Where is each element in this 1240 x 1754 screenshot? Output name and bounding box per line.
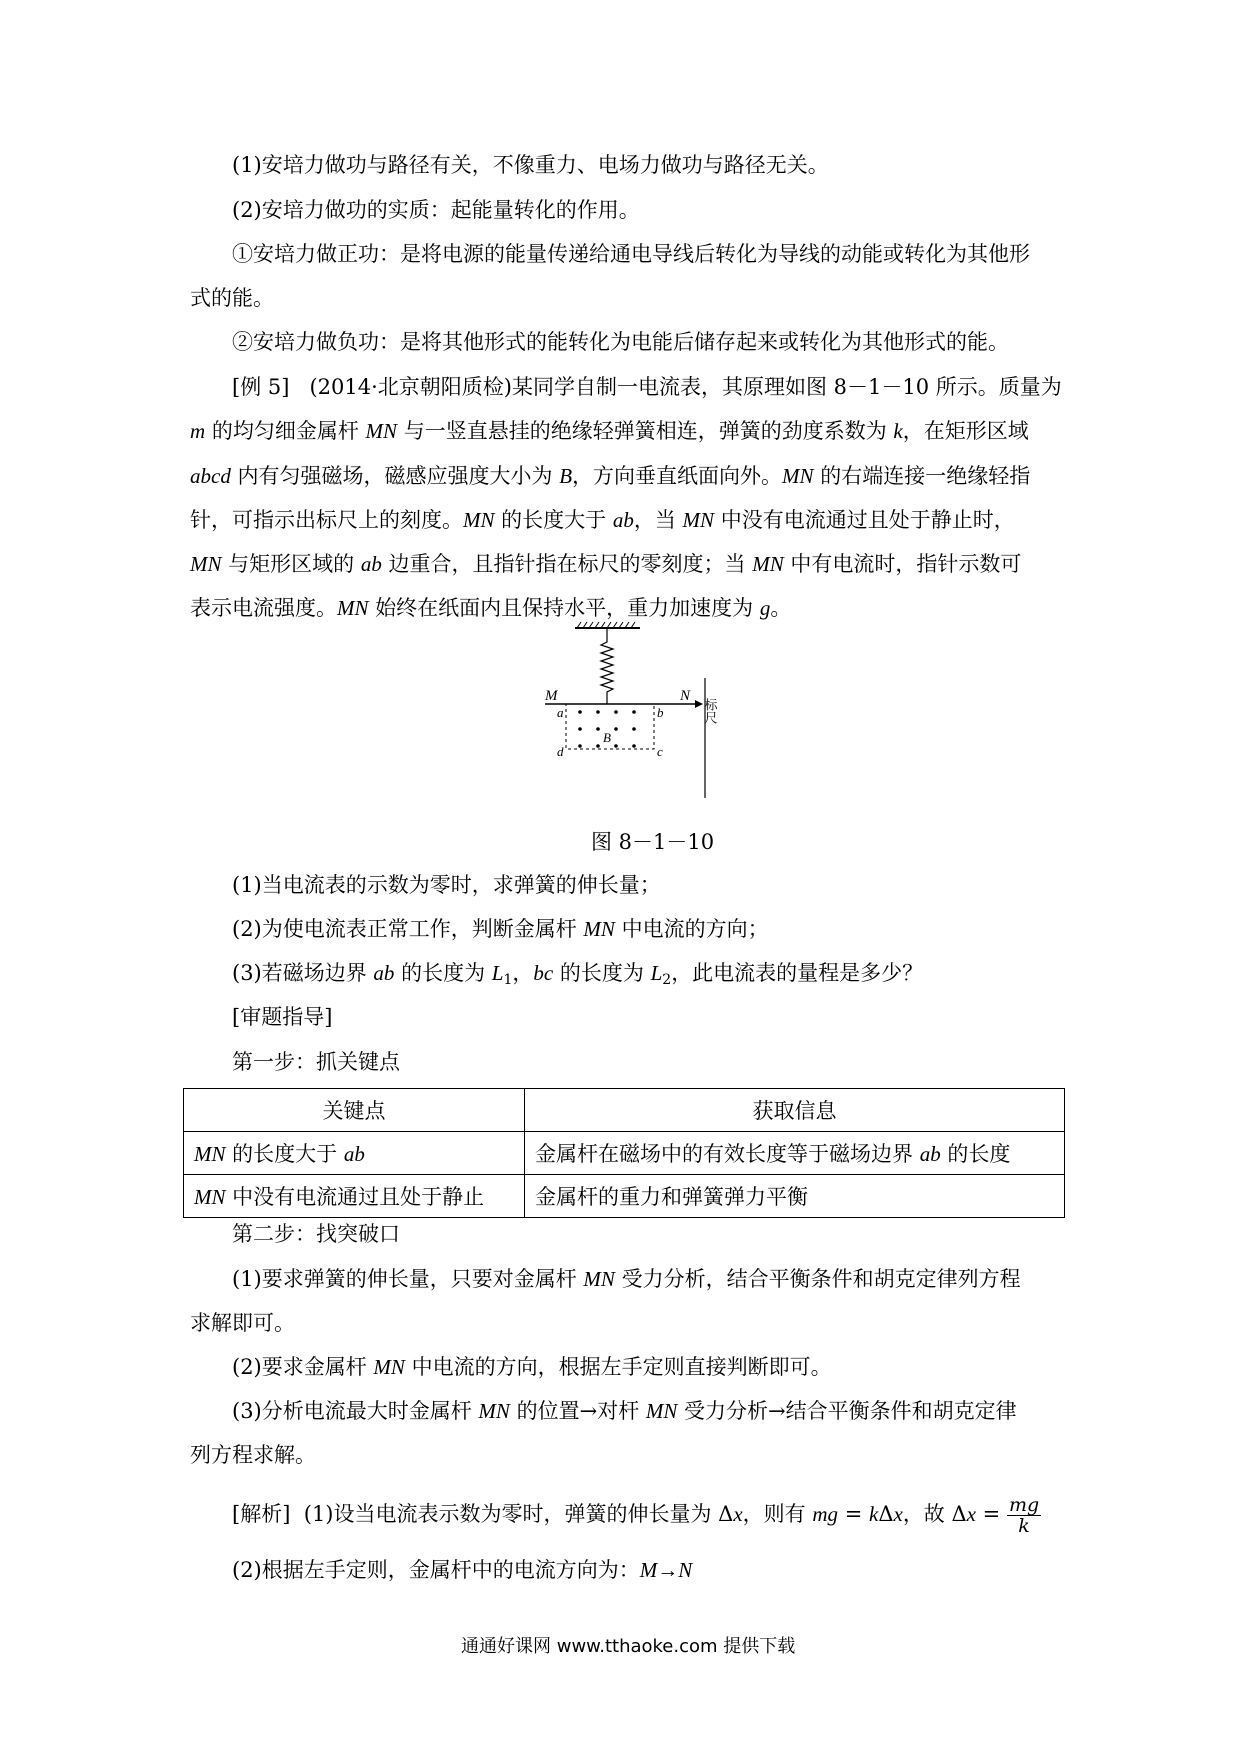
text-span: ，在矩形区域 bbox=[902, 419, 1029, 443]
var-mn: MN bbox=[645, 1399, 678, 1423]
text-span: 中电流的方向，根据左手定则直接判断即可。 bbox=[404, 1355, 832, 1379]
var-mn: MN bbox=[682, 508, 715, 532]
table-row bbox=[184, 1132, 1065, 1175]
example-line-2 bbox=[190, 418, 1029, 444]
text-span: 受力分析→结合平衡条件和胡克定律 bbox=[677, 1399, 1017, 1423]
page-footer: 通通好课网 www.tthaoke.com 提供下载 bbox=[461, 1636, 796, 1657]
text-span: = bbox=[838, 1502, 869, 1526]
step-text bbox=[232, 1398, 1017, 1424]
example-line-3 bbox=[190, 463, 1030, 489]
text-span: 的位置→对杆 bbox=[509, 1399, 646, 1423]
text-span: = bbox=[975, 1502, 1007, 1526]
text-span: Δ bbox=[878, 1502, 894, 1526]
var-m: m bbox=[190, 419, 206, 443]
text-span: 的长度大于 bbox=[494, 508, 613, 532]
var-mn: MN bbox=[583, 1267, 615, 1291]
var-mg: mg bbox=[812, 1502, 839, 1526]
label-b: b bbox=[657, 705, 664, 720]
table-header-cell: 获取信息 bbox=[525, 1089, 1065, 1132]
text-span: 受力分析，结合平衡条件和胡克定律列方程 bbox=[614, 1267, 1021, 1291]
label-d: d bbox=[557, 744, 564, 759]
label-field-b: B bbox=[603, 730, 611, 745]
table-cell bbox=[525, 1132, 1065, 1175]
text-span: 与一竖直悬挂的绝缘轻弹簧相连，弹簧的劲度系数为 bbox=[397, 419, 894, 443]
step-text: 列方程求解。 bbox=[190, 1443, 316, 1467]
var-k: k bbox=[868, 1502, 879, 1526]
var-mn: MN bbox=[373, 1355, 405, 1379]
text-span: ，故 Δ bbox=[902, 1502, 967, 1526]
ammeter-diagram bbox=[535, 620, 765, 805]
var-mn: MN bbox=[463, 508, 495, 532]
var-ab: ab bbox=[919, 1142, 941, 1166]
text-span: (3)分析电流最大时金属杆 bbox=[232, 1399, 479, 1423]
solution-line-1 bbox=[232, 1490, 1041, 1538]
step-text: 求解即可。 bbox=[190, 1311, 295, 1335]
text-span: (1)设当电流表示数为零时，弹簧的伸长量为 Δ bbox=[303, 1502, 734, 1526]
table-cell bbox=[184, 1175, 525, 1218]
figure-caption: 图 8－1－10 bbox=[591, 830, 715, 854]
label-m: M bbox=[545, 688, 558, 704]
text-span: ，则有 bbox=[742, 1502, 813, 1526]
example-line-6 bbox=[190, 595, 791, 621]
text-span: 。 bbox=[770, 596, 792, 620]
text-span: 的右端连接一绝缘轻指 bbox=[813, 464, 1031, 488]
var-direction: M→N bbox=[639, 1558, 693, 1582]
text-line: (1)安培力做功与路径有关，不像重力、电场力做功与路径无关。 bbox=[232, 153, 829, 177]
var-x: x bbox=[893, 1502, 903, 1526]
var-ab: ab bbox=[343, 1142, 365, 1166]
text-span: 中没有电流通过且处于静止 bbox=[225, 1185, 485, 1209]
text-span: ，方向垂直纸面向外。 bbox=[572, 464, 783, 488]
question-3 bbox=[232, 960, 923, 993]
var-b: B bbox=[559, 464, 573, 488]
var-mn: MN bbox=[782, 464, 814, 488]
table-header-row bbox=[184, 1089, 1065, 1132]
text-span: 的长度为 bbox=[394, 961, 492, 985]
var-mn: MN bbox=[752, 552, 784, 576]
solution-tag: [解析] bbox=[232, 1502, 291, 1526]
text-span: 的长度 bbox=[940, 1142, 1011, 1166]
var-x: x bbox=[733, 1502, 743, 1526]
table-header-cell: 关键点 bbox=[184, 1089, 525, 1132]
text-line: ①安培力做正功：是将电源的能量传递给通电导线后转化为导线的动能或转化为其他形 bbox=[232, 242, 1030, 266]
text-span: (2)根据左手定则，金属杆中的电流方向为： bbox=[232, 1558, 640, 1582]
text-span: 中没有电流通过且处于静止时， bbox=[714, 508, 1015, 532]
example-tag: [例 5] bbox=[232, 375, 290, 399]
example-line-1 bbox=[232, 374, 1062, 400]
var-k: k bbox=[893, 419, 903, 443]
text-span: (1)要求弹簧的伸长量，只要对金属杆 bbox=[232, 1267, 584, 1291]
step-1-title: 第一步：抓关键点 bbox=[232, 1050, 400, 1074]
text-span: 的长度为 bbox=[553, 961, 651, 985]
var-ab: ab bbox=[373, 961, 395, 985]
text-span: 表示电流强度。 bbox=[190, 596, 337, 620]
var-mn: MN bbox=[337, 596, 369, 620]
text-span: 金属杆在磁场中的有效长度等于磁场边界 bbox=[535, 1142, 920, 1166]
label-n: N bbox=[680, 688, 691, 704]
var-mn: MN bbox=[478, 1399, 510, 1423]
table-row bbox=[184, 1175, 1065, 1218]
var-mn: MN bbox=[194, 1185, 226, 1209]
var-mn: MN bbox=[583, 917, 615, 941]
var-mn: MN bbox=[194, 1142, 226, 1166]
var-mn: MN bbox=[190, 552, 222, 576]
text-line: (2)安培力做功的实质：起能量转化的作用。 bbox=[232, 198, 640, 222]
fraction-denominator: k bbox=[1018, 1515, 1030, 1537]
var-mn: MN bbox=[365, 419, 398, 443]
step-text bbox=[232, 1354, 832, 1380]
text-span: 针，可指示出标尺上的刻度。 bbox=[190, 508, 463, 532]
text-span: 中有电流时，指针示数可 bbox=[783, 552, 1022, 576]
label-scale: 标尺 bbox=[701, 698, 717, 724]
var-abcd: abcd bbox=[190, 464, 231, 488]
example-text: 某同学自制一电流表，其原理如图 8－1－10 所示。质量为 bbox=[511, 375, 1062, 399]
example-line-5 bbox=[190, 551, 1021, 577]
var-ab: ab bbox=[360, 552, 382, 576]
text-span: 的长度大于 bbox=[225, 1142, 344, 1166]
text-span: (3)若磁场边界 bbox=[232, 961, 374, 985]
question-1: (1)当电流表的示数为零时，求弹簧的伸长量； bbox=[232, 873, 661, 897]
label-c: c bbox=[657, 744, 663, 759]
text-span: 中电流的方向； bbox=[614, 917, 769, 941]
text-line: ②安培力做负功：是将其他形式的能转化为电能后储存起来或转化为其他形式的能。 bbox=[232, 330, 1009, 354]
fraction-numerator: mg bbox=[1008, 1494, 1040, 1516]
text-span: 始终在纸面内且保持水平，重力加速度为 bbox=[368, 596, 760, 620]
text-span: ，此电流表的量程是多少？ bbox=[671, 961, 924, 985]
example-line-4 bbox=[190, 507, 1015, 533]
text-span: (2)为使电流表正常工作，判断金属杆 bbox=[232, 917, 584, 941]
var-l: L bbox=[650, 961, 663, 985]
var-bc: bc bbox=[533, 961, 554, 985]
example-source: (2014·北京朝阳质检) bbox=[309, 375, 512, 399]
subscript: 1 bbox=[503, 972, 513, 988]
text-span: 与矩形区域的 bbox=[221, 552, 361, 576]
var-l: L bbox=[491, 961, 504, 985]
var-ab: ab bbox=[612, 508, 634, 532]
step-text bbox=[232, 1266, 1021, 1292]
text-span: ， bbox=[512, 961, 534, 985]
fraction bbox=[1007, 1495, 1041, 1536]
label-a: a bbox=[557, 705, 564, 720]
question-2 bbox=[232, 916, 769, 942]
table-cell bbox=[184, 1132, 525, 1175]
text-line: 式的能。 bbox=[190, 286, 274, 310]
key-points-table bbox=[183, 1088, 1065, 1218]
var-x: x bbox=[966, 1502, 976, 1526]
step-2-title: 第二步：找突破口 bbox=[232, 1222, 400, 1246]
text-span: 内有匀强磁场，磁感应强度大小为 bbox=[230, 464, 560, 488]
text-span: 的均匀细金属杆 bbox=[205, 419, 366, 443]
solution-line-2 bbox=[232, 1557, 692, 1583]
text-span: (2)要求金属杆 bbox=[232, 1355, 374, 1379]
text-span: 边重合，且指针指在标尺的零刻度；当 bbox=[381, 552, 753, 576]
text-span: ，当 bbox=[633, 508, 683, 532]
guide-title: [审题指导] bbox=[232, 1005, 333, 1029]
subscript: 2 bbox=[662, 972, 672, 988]
var-g: g bbox=[759, 596, 771, 620]
table-cell: 金属杆的重力和弹簧弹力平衡 bbox=[525, 1175, 1065, 1218]
spring bbox=[601, 628, 613, 704]
